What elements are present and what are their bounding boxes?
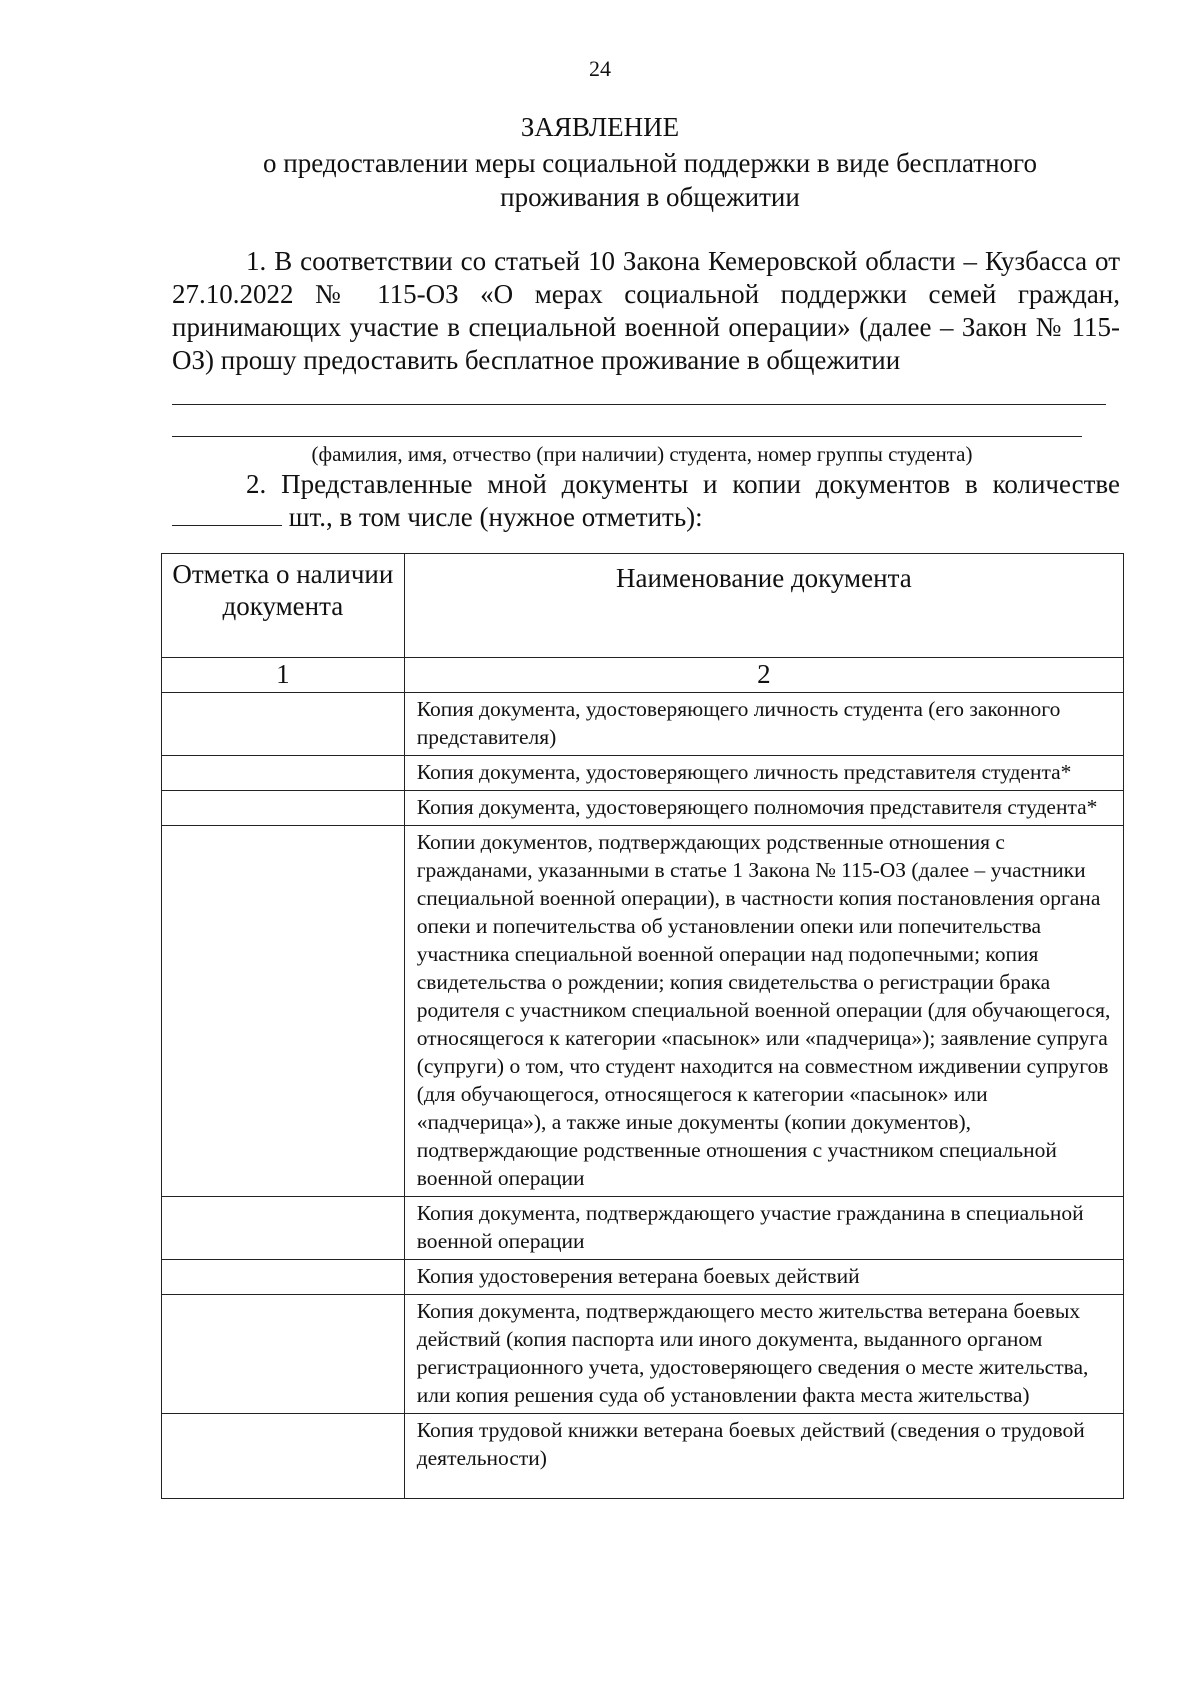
paragraph-2-text: 2. Представленные мной документы и копии документов в количестве — [246, 469, 1120, 499]
document-name-cell: Копия удостоверения ветерана боевых действий — [404, 1260, 1123, 1295]
document-name-cell: Копия документа, подтверждающего место жительства ветерана боевых действий (копия паспорта или иного документа, выданного органом регистрационного учета, удостоверяющего сведения о месте жительства, или копия решения суда об установлении факта места жительства) — [404, 1295, 1123, 1414]
mark-cell[interactable] — [162, 1197, 405, 1260]
table-row — [162, 756, 1124, 791]
mark-cell[interactable] — [162, 693, 405, 756]
table-header-row — [162, 554, 1124, 658]
mark-cell[interactable] — [162, 1295, 405, 1414]
mark-cell[interactable] — [162, 756, 405, 791]
column-number-2: 2 — [404, 658, 1123, 693]
table-row — [162, 693, 1124, 756]
mark-cell[interactable] — [162, 1414, 405, 1499]
page-number: 24 — [589, 56, 611, 81]
name-fill-line-2[interactable] — [172, 436, 1082, 437]
name-fill-line-1[interactable] — [172, 404, 1106, 405]
paragraph-2-tail: шт., в том числе (нужное отметить): — [288, 502, 703, 532]
documents-table — [161, 553, 1124, 1499]
document-name-cell: Копия документа, удостоверяющего личность представителя студента* — [404, 756, 1123, 791]
column-number-1: 1 — [162, 658, 405, 693]
table-row — [162, 1197, 1124, 1260]
mark-cell[interactable] — [162, 791, 405, 826]
document-name-cell: Копии документов, подтверждающих родственные отношения с гражданами, указанными в статье 1 Закона № 115-ОЗ (далее – участники специальной военной операции), в частности копия постановления органа опеки и попечительства об установлении опеки или попечительства участника специальной военной операции над подопечными; копия свидетельства о рождении; копия свидетельства о регистрации брака родителя с участником специальной военной операции (для обучающегося, относящегося к категории «пасынок» или «падчерица»); заявление супруга (супруги) о том, что студент находится на совместном иждивении супругов (для обучающегося, относящегося к категории «пасынок» или «падчерица»), а также иные документы (копии документов), подтверждающие родственные отношения с участником специальной военной операции — [404, 826, 1123, 1197]
table-row — [162, 1295, 1124, 1414]
document-name-cell: Копия документа, удостоверяющего личность студента (его законного представителя) — [404, 693, 1123, 756]
document-name-cell: Копия трудовой книжки ветерана боевых действий (сведения о трудовой деятельности) — [404, 1414, 1123, 1499]
document-subtitle — [180, 146, 1120, 214]
subtitle-line-1: о предоставлении меры социальной поддержки в виде бесплатного — [263, 148, 1037, 178]
subtitle-line-2: проживания в общежитии — [500, 182, 800, 212]
mark-cell[interactable] — [162, 1260, 405, 1295]
table-row — [162, 826, 1124, 1197]
paragraph-2 — [172, 468, 1120, 534]
table-row — [162, 791, 1124, 826]
table-column-numbers-row — [162, 658, 1124, 693]
document-name-cell: Копия документа, удостоверяющего полномочия представителя студента* — [404, 791, 1123, 826]
document-count-blank[interactable] — [172, 503, 282, 526]
document-name-cell: Копия документа, подтверждающего участие гражданина в специальной военной операции — [404, 1197, 1123, 1260]
name-field-caption: (фамилия, имя, отчество (при наличии) студента, номер группы студента) — [311, 442, 973, 466]
table-row — [162, 1414, 1124, 1499]
mark-cell[interactable] — [162, 826, 405, 1197]
table-row — [162, 1260, 1124, 1295]
header-document-name-column: Наименование документа — [404, 554, 1123, 658]
header-mark-column: Отметка о наличии документа — [162, 554, 405, 658]
document-title: ЗАЯВЛЕНИЕ — [520, 112, 680, 142]
paragraph-1: 1. В соответствии со статьей 10 Закона Кемеровской области – Кузбасса от 27.10.2022 № 115-ОЗ «О мерах социальной поддержки семей граждан, принимающих участие в специальной военной операции» (далее – Закон № 115-ОЗ) прошу предоставить бесплатное проживание в общежитии — [172, 246, 1120, 375]
